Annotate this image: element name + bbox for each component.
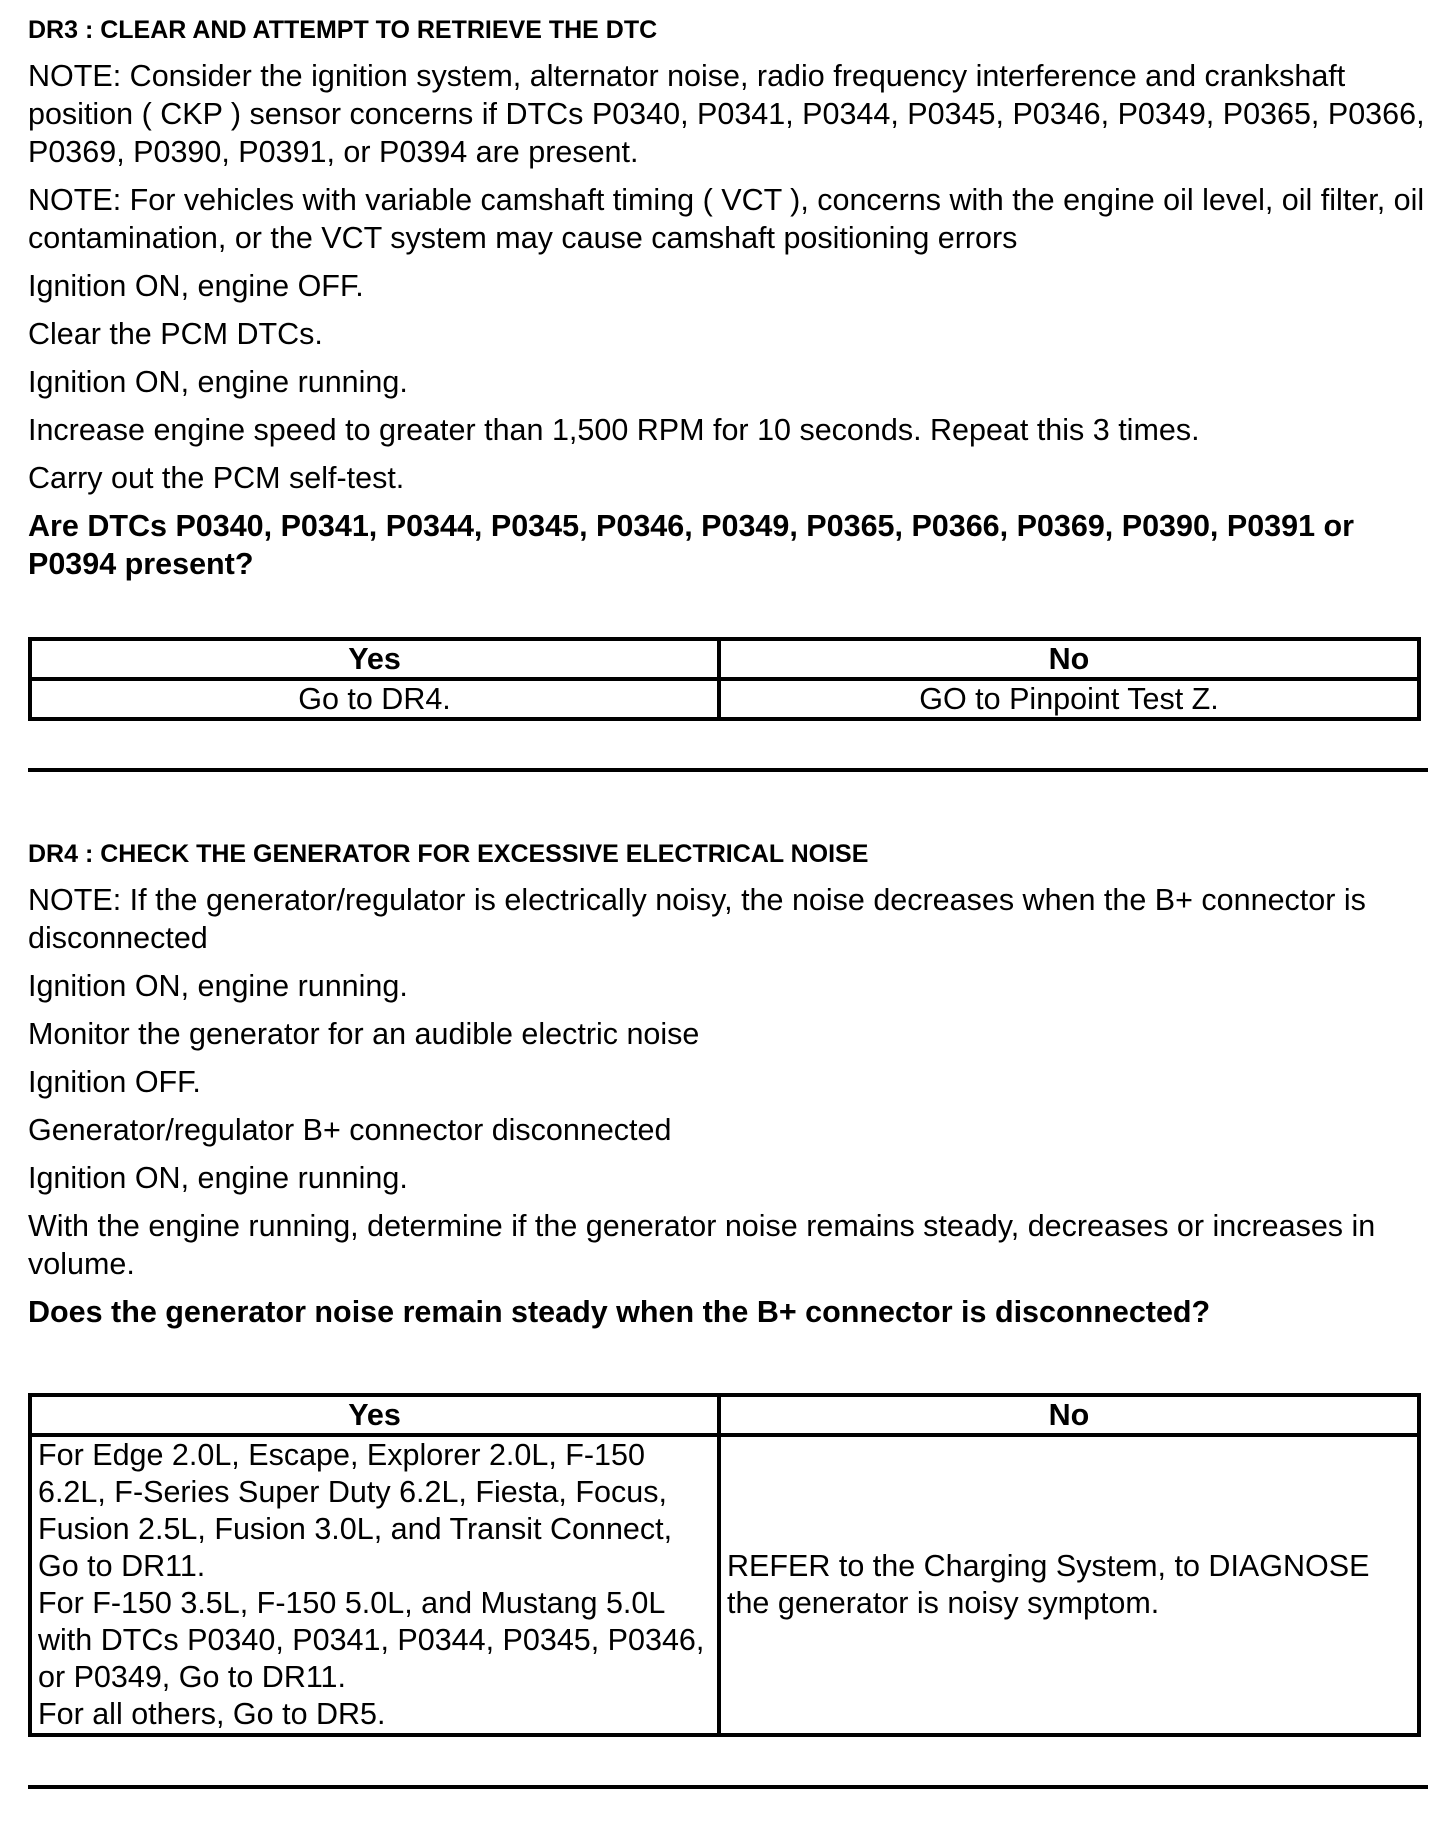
dr3-question: Are DTCs P0340, P0341, P0344, P0345, P0346, P0349, P0365, P0366, P0369, P0390, P0391 or P0394 present? — [28, 509, 1355, 581]
dr4-step-4: Generator/regulator B+ connector disconnected — [28, 1113, 672, 1147]
dr3-no-action: GO to Pinpoint Test Z. — [719, 679, 1419, 719]
section-divider-bottom — [28, 1785, 1428, 1789]
dr4-step-2: Monitor the generator for an audible electric noise — [28, 1017, 700, 1051]
dr4-yes-line-2: For F-150 3.5L, F-150 5.0L, and Mustang 5.0L with DTCs P0340, P0341, P0344, P0345, P0346, or P0349, Go to DR11. — [38, 1586, 705, 1694]
dr4-step-5: Ignition ON, engine running. — [28, 1161, 408, 1195]
dr3-note-ignition: NOTE: Consider the ignition system, alternator noise, radio frequency interference and crankshaft position ( CKP ) sensor concerns if DTCs P0340, P0341, P0344, P0345, P0346, P0349, P0365, P0366, P0369, P0390, P0391, or P0394 are present. — [28, 59, 1425, 169]
dr3-section — [28, 0, 1428, 772]
dr4-step-3: Ignition OFF. — [28, 1065, 201, 1099]
dr4-note-noise: NOTE: If the generator/regulator is electrically noisy, the noise decreases when the B+ connector is disconnected — [28, 883, 1366, 955]
dr3-step-2: Clear the PCM DTCs. — [28, 317, 323, 351]
dr3-no-header: No — [719, 639, 1419, 679]
dr3-step-3: Ignition ON, engine running. — [28, 365, 408, 399]
dr3-yes-header: Yes — [30, 639, 719, 679]
dr3-yes-action: Go to DR4. — [30, 679, 719, 719]
dr3-note-vct: NOTE: For vehicles with variable camshaft timing ( VCT ), concerns with the engine oil level, oil filter, oil contamination, or the VCT system may cause camshaft positioning errors — [28, 183, 1425, 255]
dr3-step-5: Carry out the PCM self-test. — [28, 461, 405, 495]
dr3-answer-table — [28, 637, 1421, 721]
document-page — [28, 0, 1428, 1789]
dr4-step-1: Ignition ON, engine running. — [28, 969, 408, 1003]
dr4-no-action: REFER to the Charging System, to DIAGNOSE the generator is noisy symptom. — [719, 1435, 1419, 1735]
dr4-section — [28, 772, 1428, 1789]
dr3-step-4: Increase engine speed to greater than 1,500 RPM for 10 seconds. Repeat this 3 times. — [28, 413, 1200, 447]
dr4-heading: DR4 : CHECK THE GENERATOR FOR EXCESSIVE ELECTRICAL NOISE — [28, 840, 869, 868]
dr4-yes-line-1: For Edge 2.0L, Escape, Explorer 2.0L, F-150 6.2L, F-Series Super Duty 6.2L, Fiesta, Focus, Fusion 2.5L, Fusion 3.0L, and Transit Connect, Go to DR11. — [38, 1438, 673, 1583]
dr4-no-header: No — [719, 1395, 1419, 1435]
dr4-yes-action — [30, 1435, 719, 1735]
dr4-yes-header: Yes — [30, 1395, 719, 1435]
dr4-yes-line-3: For all others, Go to DR5. — [38, 1697, 386, 1731]
dr3-heading: DR3 : CLEAR AND ATTEMPT TO RETRIEVE THE DTC — [28, 16, 658, 44]
dr3-step-1: Ignition ON, engine OFF. — [28, 269, 364, 303]
dr4-question: Does the generator noise remain steady when the B+ connector is disconnected? — [28, 1295, 1211, 1329]
dr4-answer-table — [28, 1393, 1421, 1737]
dr4-step-6: With the engine running, determine if the generator noise remains steady, decreases or increases in volume. — [28, 1209, 1376, 1281]
